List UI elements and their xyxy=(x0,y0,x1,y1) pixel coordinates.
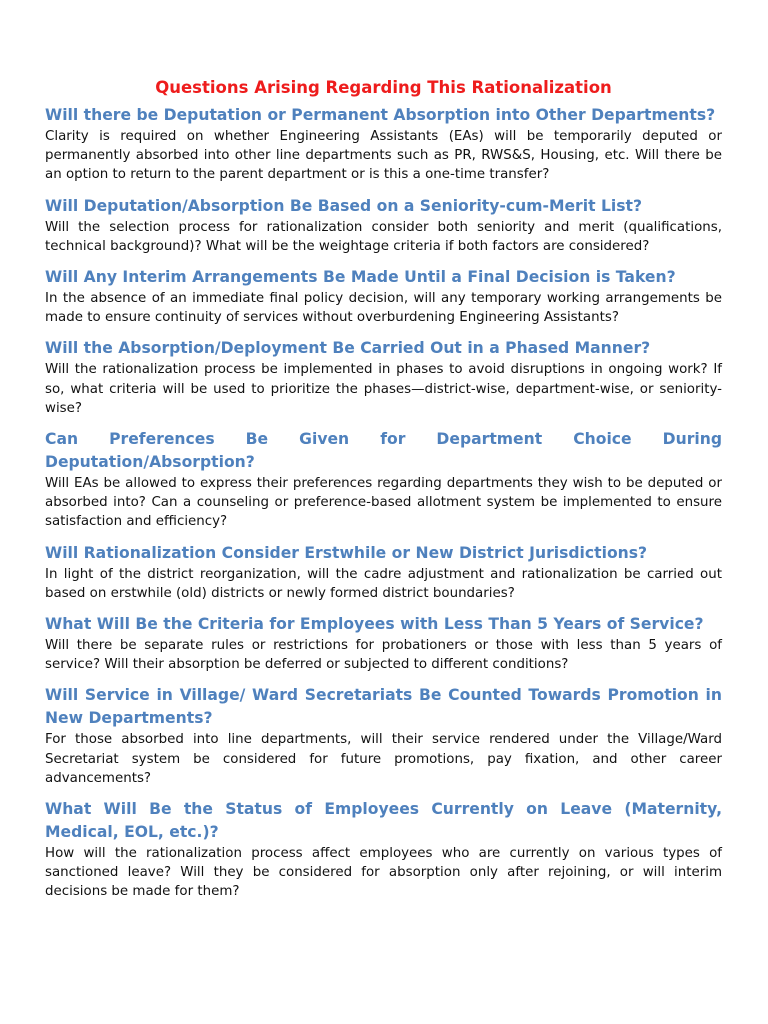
document-page xyxy=(45,76,722,912)
question-section-5 xyxy=(45,428,722,532)
question-body: Clarity is required on whether Engineering Assistants (EAs) will be temporarily deputed or permanently absorbed into other line departments such as PR, RWS&S, Housing, etc. Will there be an option to return to the parent department or is this a one-time transfer? xyxy=(45,129,722,183)
question-body: In light of the district reorganization, will the cadre adjustment and rationalization be carried out based on erstwhile (old) districts or newly formed district boundaries? xyxy=(45,566,722,601)
question-section-7 xyxy=(45,613,722,674)
question-heading: Will Any Interim Arrangements Be Made Until a Final Decision is Taken? xyxy=(45,268,676,287)
question-body: Will the rationalization process be implemented in phases to avoid disruptions in ongoing work? If so, what criteria will be used to prioritize the phases—district-wise, department-wise, or seniority-wise? xyxy=(45,362,722,416)
question-heading: What Will Be the Status of Employees Currently on Leave (Maternity, Medical, EOL, etc.)? xyxy=(45,800,722,842)
question-body: Will the selection process for rationalization consider both seniority and merit (qualifications, technical background)? What will be the weightage criteria if both factors are considered? xyxy=(45,219,722,254)
question-heading: Will Deputation/Absorption Be Based on a Seniority-cum-Merit List? xyxy=(45,196,643,215)
question-section-2 xyxy=(45,195,722,256)
question-section-1 xyxy=(45,104,722,185)
question-body: Will there be separate rules or restrictions for probationers or those with less than 5 years of service? Will their absorption be deferred or subjected to different conditions? xyxy=(45,638,722,673)
question-heading: What Will Be the Criteria for Employees with Less Than 5 Years of Service? xyxy=(45,615,704,634)
question-body: For those absorbed into line departments, will their service rendered under the Village/Ward Secretariat system be considered for future promotions, pay fixation, and other career advancements? xyxy=(45,732,722,786)
question-heading: Will there be Deputation or Permanent Absorption into Other Departments? xyxy=(45,106,716,124)
question-body: How will the rationalization process affect employees who are currently on various types of sanctioned leave? Will they be considered for absorption only after rejoining, or will interim decisions be made for them? xyxy=(45,846,722,900)
question-heading: Can Preferences Be Given for Department Choice During Deputation/Absorption? xyxy=(45,430,722,472)
document-title: Questions Arising Regarding This Rationalization xyxy=(155,78,612,97)
question-section-8 xyxy=(45,684,722,788)
question-body: In the absence of an immediate final policy decision, will any temporary working arrangements be made to ensure continuity of services without overburdening Engineering Assistants? xyxy=(45,291,722,326)
question-heading: Will Service in Village/ Ward Secretariats Be Counted Towards Promotion in New Departments? xyxy=(45,686,722,728)
question-section-4 xyxy=(45,337,722,418)
question-section-9 xyxy=(45,798,722,902)
question-heading: Will Rationalization Consider Erstwhile or New District Jurisdictions? xyxy=(45,543,648,562)
question-heading: Will the Absorption/Deployment Be Carried Out in a Phased Manner? xyxy=(45,339,651,358)
question-section-3 xyxy=(45,266,722,327)
question-section-6 xyxy=(45,542,722,603)
question-body: Will EAs be allowed to express their preferences regarding departments they wish to be deputed or absorbed into? Can a counseling or preference-based allotment system be implemented to ensure satisfaction and efficiency? xyxy=(45,476,722,530)
